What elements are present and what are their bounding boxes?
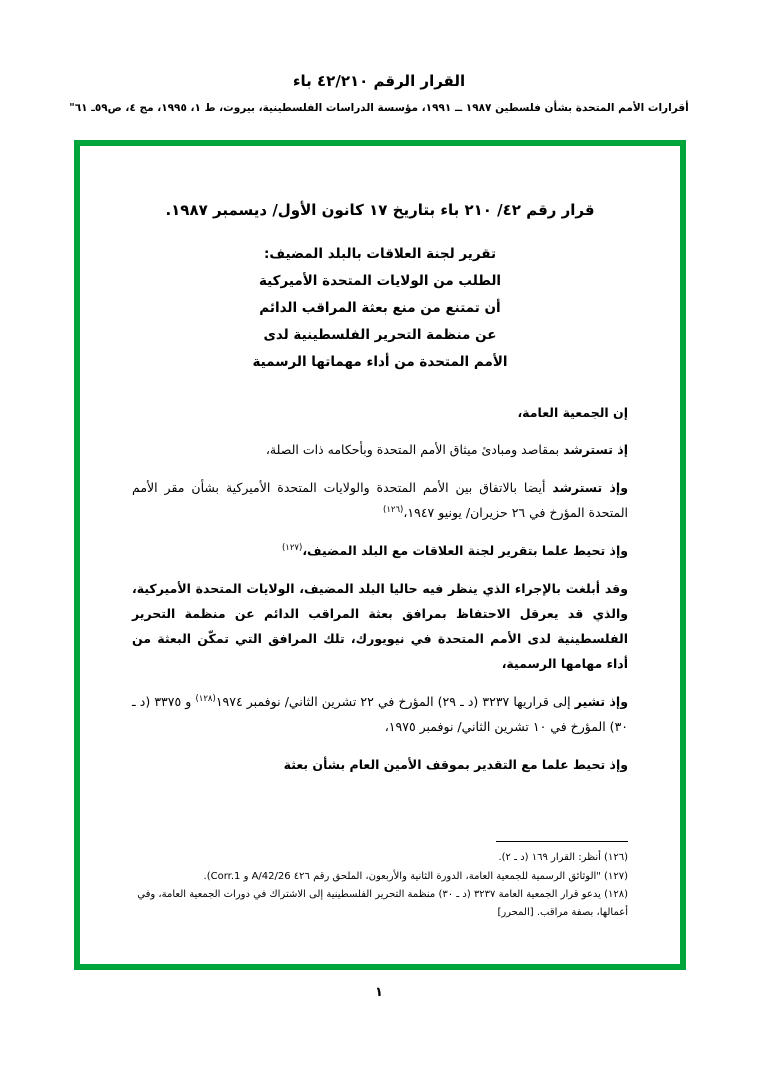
preamble-paragraph — [132, 689, 628, 739]
paragraph-bold-prefix: وإذ تشير — [574, 693, 628, 709]
footnote-marker: (١٢٧) — [281, 542, 303, 553]
frame-content — [80, 146, 680, 964]
paragraph-text: علما مع التقدير بموقف الأمين العام بشأن بعثة — [283, 756, 573, 772]
paragraph-bold-prefix: وإذ تسترشد — [552, 479, 628, 495]
resolution-heading-line-2: الطلب من الولايات المتحدة الأميركية — [258, 272, 502, 289]
footnote-item: (١٢٨) يدعو قرار الجمعية العامة ٣٢٣٧ (د ـ ٣٠) منظمة التحرير الفلسطينية إلى الاشتراك في دورات الجمعية العامة، وفي أعمالها، بصفة مراقب. [المحرر] — [137, 889, 628, 918]
resolution-heading-line-1: تقرير لجنة العلاقات بالبلد المضيف: — [263, 245, 497, 262]
preamble-paragraph — [132, 437, 628, 462]
preamble-paragraph — [132, 475, 628, 525]
footnote-item: (١٢٧) "الوثائق الرسمية للجمعية العامة، الدورة الثانية والأربعون، الملحق رقم ٤٢٦ A/42/26 و Corr.1). — [203, 870, 628, 882]
resolution-heading-line-4: عن منظمة التحرير الفلسطينية لدى — [263, 326, 497, 343]
paragraph-bold-prefix: وإذ تحيط — [572, 756, 628, 772]
source-citation: أقرارات الأمم المتحدة بشأن فلسطين ١٩٨٧ ــ ١٩٩١، مؤسسة الدراسات الفلسطينية، بيروت، ط ١، ١٩٩٥، مج ٤، ص٥٩ـ ٦١" — [69, 101, 689, 114]
page-number: ١ — [375, 985, 383, 1000]
paragraph-text: أبلغت بالإجراء الذي ينظر فيه حاليا البلد المضيف، الولايات المتحدة الأميركية، والذي قد يعرقل الاحتفاظ بمرافق بعثة المراقب الدائم عن منظمة التحرير الفلسطينية لدى الأمم المتحدة في نيويورك، تلك المرافق التي تمكّن البعثة من أداء مهامها الرسمية، — [132, 580, 628, 671]
resolution-heading-line-3: أن تمتنع من منع بعثة المراقب الدائم — [259, 299, 501, 316]
paragraph-text: بمقاصد ومبادئ ميثاق الأمم المتحدة وبأحكامه ذات الصلة، — [265, 441, 564, 457]
preamble-paragraph — [132, 752, 628, 777]
resolution-body — [132, 400, 628, 777]
green-border-frame — [74, 140, 686, 970]
resolution-heading-line-5: الأمم المتحدة من أداء مهماتها الرسمية — [252, 353, 508, 370]
page-title: القرار الرقم ٤٢/٢١٠ باء — [292, 72, 466, 90]
footnotes-section — [132, 841, 628, 922]
footnote-marker: (١٢٨) — [195, 693, 216, 704]
footnote-separator-rule — [496, 841, 628, 842]
resolution-heading — [132, 241, 628, 376]
resolution-number-line: قرار رقم ٤٢/ ٢١٠ باء بتاريخ ١٧ كانون الأول/ ديسمبر ١٩٨٧. — [165, 201, 595, 219]
paragraph-text: أيضا بالاتفاق بين الأمم المتحدة والولايات المتحدة الأميركية بشأن مقر الأمم المتحدة المؤرخ في ٢٦ حزيران/ يونيو ١٩٤٧، — [132, 479, 628, 520]
preamble-paragraph — [132, 576, 628, 676]
document-header — [0, 72, 758, 115]
paragraph-text: إلى قراريها ٣٢٣٧ (د ـ ٢٩) المؤرخ في ٢٢ تشرين الثاني/ نوفمبر ١٩٧٤ — [215, 693, 575, 709]
paragraph-text-continued: و ٣٣٧٥ (د ـ ٣٠) المؤرخ في ١٠ تشرين الثاني/ نوفمبر ١٩٧٥، — [132, 693, 628, 734]
paragraph-bold-prefix: وإذ تحيط — [572, 542, 628, 558]
footnote-item: (١٢٦) أنظر: القرار ١٦٩ (د ـ ٢). — [498, 852, 628, 863]
paragraph-bold-prefix: إذ تسترشد — [563, 441, 628, 457]
preamble-paragraph — [132, 538, 628, 563]
paragraph-text: علما بتقرير لجنة العلاقات مع البلد المضيف، — [302, 542, 573, 558]
preamble-lead: إن الجمعية العامة، — [517, 404, 628, 420]
paragraph-bold-prefix: وقد — [604, 580, 628, 596]
footnote-marker: (١٢٦) — [383, 504, 404, 515]
